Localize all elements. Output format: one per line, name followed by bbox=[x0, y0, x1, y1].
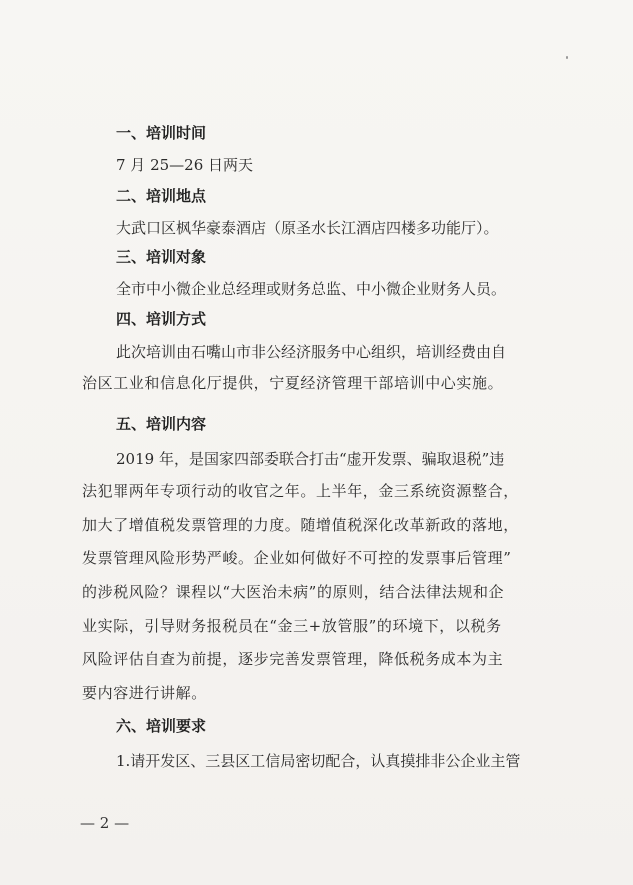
section-text-location: 大武口区枫华豪泰酒店（原圣水长江酒店四楼多功能厅）。 bbox=[116, 219, 499, 237]
section-heading-audience: 三、培训对象 bbox=[116, 248, 207, 266]
paragraph-line: 治区工业和信息化厅提供，宁夏经济管理干部培训中心实施。 bbox=[82, 374, 504, 392]
section-heading-time: 一、培训时间 bbox=[116, 124, 207, 142]
section-heading-requirements: 六、培训要求 bbox=[116, 717, 207, 735]
paragraph-line: 风险评估自查为前提，逐步完善发票管理，降低税务成本为主 bbox=[82, 650, 504, 668]
page-number: — 2 — bbox=[80, 814, 130, 832]
section-text-audience: 全市中小微企业总经理或财务总监、中小微企业财务人员。 bbox=[116, 280, 507, 298]
section-heading-method: 四、培训方式 bbox=[116, 310, 207, 328]
paragraph-line: 业实际，引导财务报税员在“金三+放管服”的环境下，以税务 bbox=[82, 617, 502, 635]
section-heading-content: 五、培训内容 bbox=[116, 415, 207, 433]
section-heading-location: 二、培训地点 bbox=[116, 187, 207, 205]
paragraph-line: 此次培训由石嘴山市非公经济服务中心组织，培训经费由自 bbox=[116, 343, 507, 361]
paragraph-line: 加大了增值税发票管理的力度。随增值税深化改革新政的落地， bbox=[82, 516, 519, 534]
paragraph-line: 1.请开发区、三县区工信局密切配合，认真摸排非公企业主管 bbox=[116, 752, 521, 770]
section-text-time: 7 月 25—26 日两天 bbox=[116, 156, 254, 174]
paragraph-line: 要内容进行讲解。 bbox=[82, 684, 207, 702]
scan-speck bbox=[566, 56, 568, 59]
paragraph-line: 2019 年，是国家四部委联合打击“虚开发票、骗取退税”违 bbox=[116, 450, 505, 468]
paragraph-line: 发票管理风险形势严峻。企业如何做好不可控的发票事后管理” bbox=[82, 549, 512, 567]
paragraph-line: 的涉税风险？课程以“大医治未病”的原则，结合法律法规和企 bbox=[82, 583, 505, 601]
paragraph-line: 法犯罪两年专项行动的收官之年。上半年，金三系统资源整合， bbox=[82, 482, 519, 500]
